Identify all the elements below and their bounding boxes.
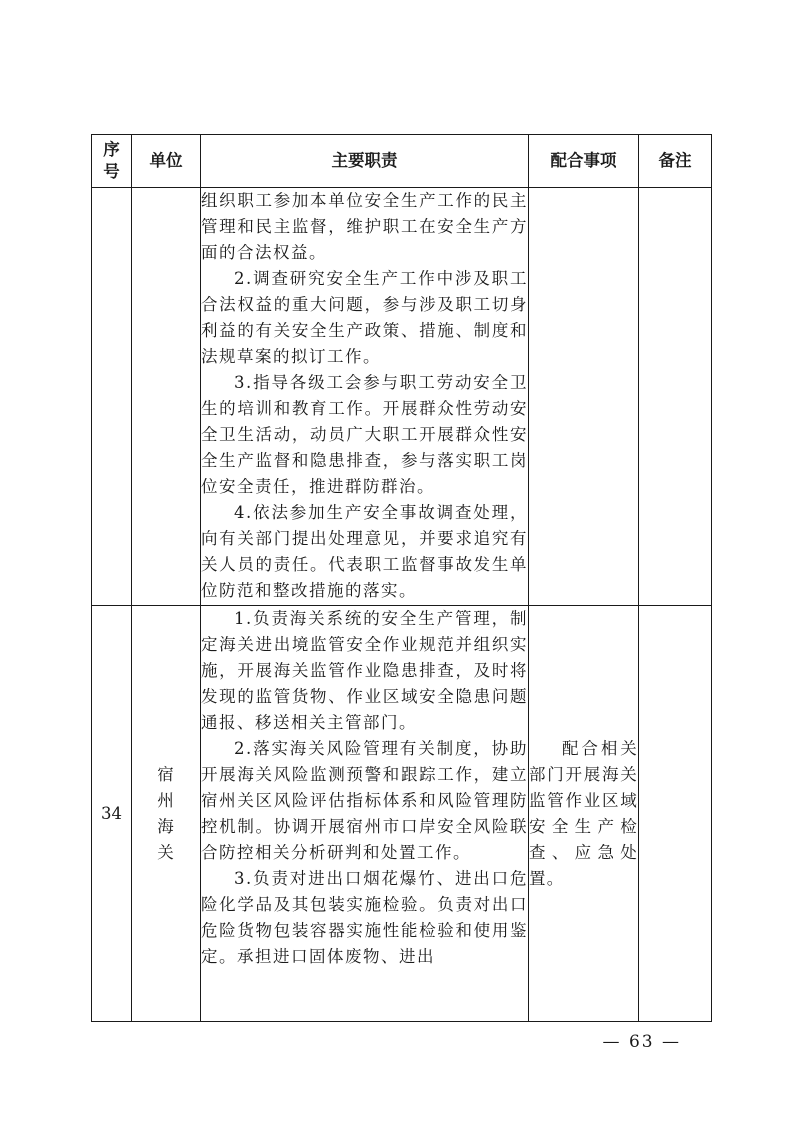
row-cooperation [529,188,639,606]
table-row [92,606,712,1022]
header-seq [92,135,132,188]
header-seq-line1: 序 [103,140,120,159]
duty-paragraph: 1.负责海关系统的安全生产管理，制定海关进出境监管安全作业规范并组织实施，开展海关监管作业隐患排查，及时将发现的监管货物、作业区域安全隐患问题通报、移送相关主管部门。 [201,609,528,732]
row-seq [92,188,132,606]
row-duties [201,188,529,606]
duty-paragraph: 3.负责对进出口烟花爆竹、进出口危险化学品及其包装实施检验。负责对出口危险货物包装容器实施性能检验和使用鉴定。承担进口固体废物、进出 [201,869,528,966]
header-duties: 主要职责 [201,135,529,188]
row-unit [132,188,201,606]
duty-paragraph: 2.落实海关风险管理有关制度，协助开展海关风险监测预警和跟踪工作，建立宿州关区风险评估指标体系和风险管理防控机制。协调开展宿州市口岸安全风险联合防控相关分析研判和处置工作。 [201,739,528,862]
duty-paragraph: 2.调查研究安全生产工作中涉及职工合法权益的重大问题，参与涉及职工切身利益的有关安全生产政策、措施、制度和法规草案的拟订工作。 [201,269,528,366]
header-unit: 单位 [132,135,201,188]
table-row [92,188,712,606]
duty-paragraph: 4.依法参加生产安全事故调查处理，向有关部门提出处理意见，并要求追究有关人员的责任。代表职工监督事故发生单位防范和整改措施的落实。 [201,503,528,600]
header-remarks: 备注 [639,135,712,188]
row-seq: 34 [92,606,132,1022]
header-seq-line2: 号 [103,162,120,181]
page-number: — 63 — [602,1032,681,1052]
duty-paragraph: 3.指导各级工会参与职工劳动安全卫生的培训和教育工作。开展群众性劳动安全卫生活动，动员广大职工开展群众性安全生产监督和隐患排查，参与落实职工岗位安全责任，推进群防群治。 [201,373,528,496]
header-cooperation: 配合事项 [529,135,639,188]
row-remarks [639,188,712,606]
row-cooperation: 配合相关部门开展海关监管作业区域安全生产检查、应急处置。 [529,606,639,1022]
row-duties [201,606,529,1022]
row-remarks [639,606,712,1022]
row-unit: 宿州海关 [132,606,201,1022]
duty-table [91,134,712,1022]
duty-paragraph: 组织职工参加本单位安全生产工作的民主管理和民主监督，维护职工在安全生产方面的合法权益。 [201,191,528,262]
table-header-row [92,135,712,188]
